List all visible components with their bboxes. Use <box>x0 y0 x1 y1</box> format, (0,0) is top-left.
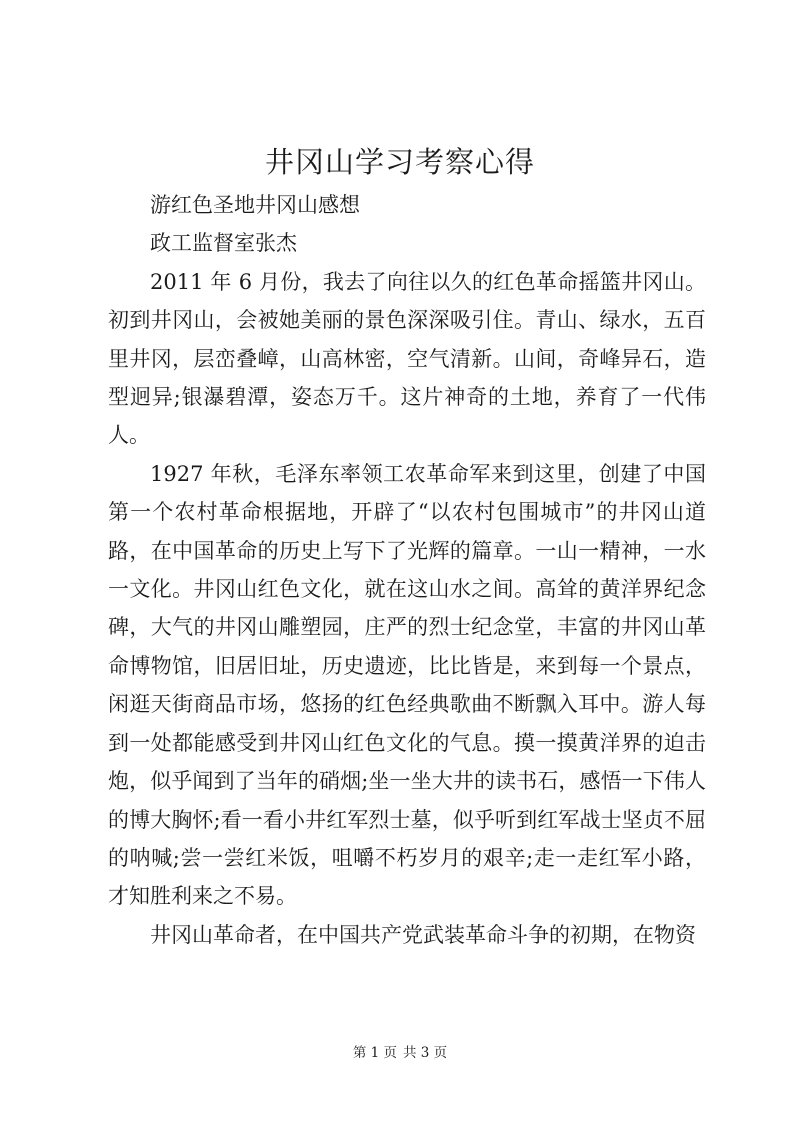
subtitle: 游红色圣地井冈山感想 <box>150 193 360 217</box>
page-footer <box>0 1043 800 1063</box>
page-number: 第 1 页 <box>352 1045 397 1061</box>
author-line: 政工监督室张杰 <box>150 231 297 256</box>
page-total: 共 3 页 <box>403 1045 448 1061</box>
document-body <box>108 186 706 954</box>
paragraph-1: 2011 年 6 月份，我去了向往以久的红色革命摇篮井冈山。初到井冈山，会被她美丽的景色深深吸引住。青山、绿水，五百里井冈，层峦叠嶂，山高林密，空气清新。山间，奇峰异石，造型迥异;银瀑碧潭，姿态万千。这片神奇的土地，养育了一代伟人。 <box>108 269 706 448</box>
paragraph-3: 井冈山革命者，在中国共产党武装革命斗争的初期，在物资 <box>150 922 696 947</box>
paragraph-2: 1927 年秋，毛泽东率领工农革命军来到这里，创建了中国第一个农村革命根据地，开辟了“以农村包围城市”的井冈山道路，在中国革命的历史上写下了光辉的篇章。一山一精神，一水一文化。井冈山红色文化，就在这山水之间。高耸的黄洋界纪念碑，大气的井冈山雕塑园，庄严的烈士纪念堂，丰富的井冈山革命博物馆，旧居旧址，历史遗迹，比比皆是，来到每一个景点，闲逛天街商品市场，悠扬的红色经典歌曲不断飘入耳中。游人每到一处都能感受到井冈山红色文化的气息。摸一摸黄洋界的迫击炮，似乎闻到了当年的硝烟;坐一坐大井的读书石，感悟一下伟人的博大胸怀;看一看小井红军烈士墓，似乎听到红军战士坚贞不屈的呐喊;尝一尝红米饭，咀嚼不朽岁月的艰辛;走一走红军小路，才知胜利来之不易。 <box>108 461 706 909</box>
page-title: 井冈山学习考察心得 <box>264 145 535 179</box>
